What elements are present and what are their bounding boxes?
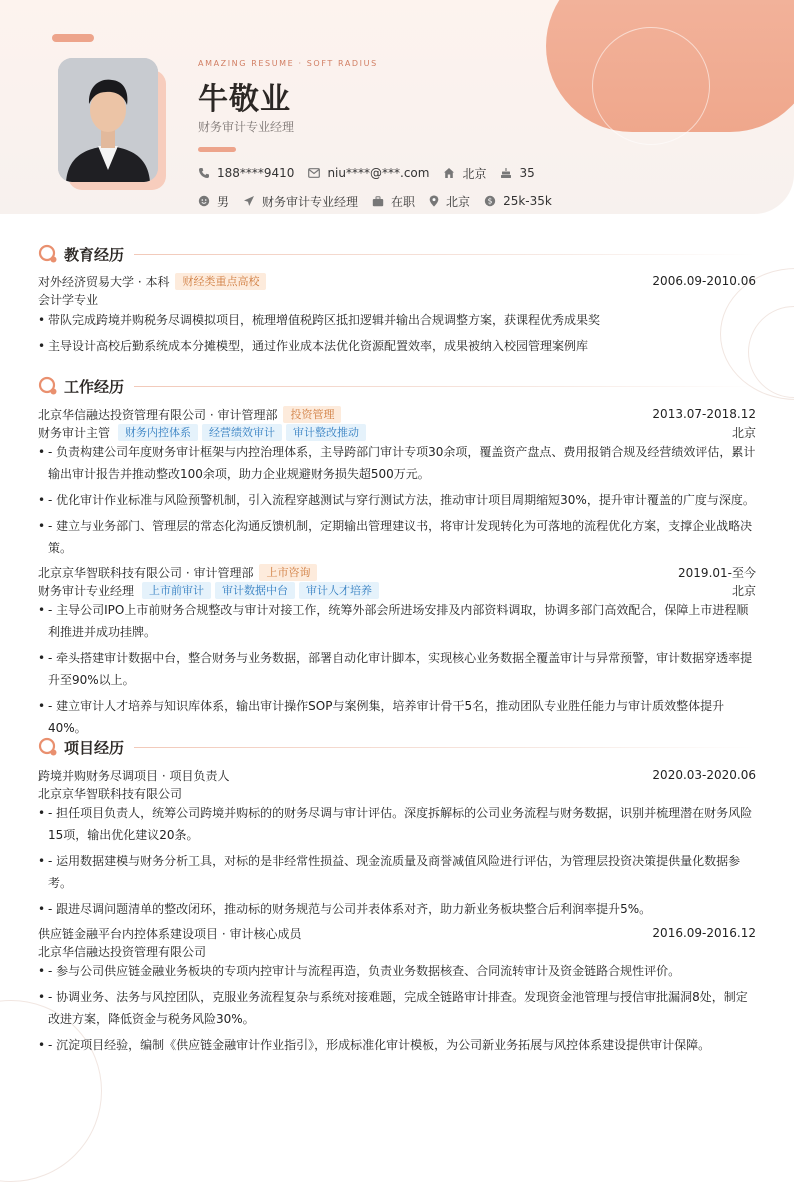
email-item[interactable]: [308, 166, 429, 180]
phone-item[interactable]: [198, 166, 294, 180]
work-bullet: • - 建立与业务部门、管理层的常态化沟通反馈机制，定期输出管理建议书，将审计发现转化为可落地的流程优化方案，支撑企业战略决 策。: [38, 519, 753, 555]
work-header-row: [38, 405, 756, 423]
gender-value: 男: [217, 194, 230, 209]
age-value: 35: [519, 166, 535, 180]
job-value: 财务审计专业经理: [262, 194, 359, 209]
work-role: 财务审计专业经理: [38, 583, 135, 598]
education-major: 会计学专业: [38, 292, 99, 307]
project-header-row: [38, 766, 756, 784]
contact-row: [198, 164, 549, 182]
work-city: 北京: [731, 425, 756, 440]
work-role: 财务审计主管: [38, 425, 111, 440]
skill-tag: 上市前审计: [142, 582, 211, 599]
education-bullet: • 带队完成跨境并购税务尽调模拟项目，梳理增值税跨区抵扣逻辑并输出合规调整方案，获课程优秀成果奖: [38, 313, 601, 327]
section-search-icon: [38, 376, 58, 396]
section-title-projects: 项目经历: [64, 738, 125, 757]
project-company: 北京华信融达投资管理有限公司: [38, 944, 207, 959]
company-line: 北京京华智联科技有限公司 · 审计管理部: [38, 565, 254, 580]
email-icon: [308, 168, 320, 178]
section-title-work: 工作经历: [64, 377, 125, 396]
candidate-title: 财务审计专业经理: [198, 120, 295, 134]
education-date: 2006.09-2010.06: [652, 274, 756, 288]
status-item: [372, 193, 415, 210]
send-icon: [243, 195, 255, 207]
work-role-row: [38, 423, 756, 441]
profile-row: [198, 192, 566, 210]
phone-value: 188****9410: [217, 166, 295, 180]
cake-icon: [500, 167, 512, 179]
education-major-row: [38, 290, 756, 308]
project-title: 供应链金融平台内控体系建设项目 · 审计核心成员: [38, 926, 302, 941]
section-divider: [134, 747, 756, 748]
work-date: 2019.01-至今: [678, 565, 756, 580]
school-tag: 财经类重点高校: [175, 273, 266, 290]
work-bullet: • - 建立审计人才培养与知识库体系，输出审计操作SOP与案例集，培养审计骨干5名，推动团队专业胜任能力与审计质效整体提升40%。: [38, 699, 725, 735]
section-education: [38, 243, 756, 265]
project-bullet: • - 沉淀项目经验，编制《供应链金融审计作业指引》，形成标准化审计模板，为公司新业务拓展与风控体系建设提供审计保障。: [38, 1038, 711, 1052]
section-work: [38, 375, 756, 397]
money-icon: [484, 195, 496, 207]
skill-tag: 审计人才培养: [299, 582, 379, 599]
location-icon: [429, 195, 439, 207]
work-bullet: • - 优化审计作业标准与风险预警机制，引入流程穿越测试与穿行测试方法，推动审计项目周期缩短30%，提升审计覆盖的广度与深度。: [38, 493, 755, 507]
candidate-name: 牛敬业: [198, 82, 291, 117]
education-bullet: • 主导设计高校后勤系统成本分摊模型，通过作业成本法优化资源配置效率，成果被纳入校园管理案例库: [38, 339, 589, 353]
gender-icon: [198, 195, 210, 207]
salary-value: 25k-35k: [503, 194, 552, 208]
company-line: 北京华信融达投资管理有限公司 · 审计管理部: [38, 407, 278, 422]
location-item: [429, 193, 470, 210]
skill-tag: 财务内控体系: [118, 424, 198, 441]
company-tag: 上市咨询: [259, 564, 317, 581]
work-bullet: • - 牵头搭建审计数据中台，整合财务与业务数据，部署自动化审计脚本，实现核心业务数据全覆盖审计与异常预警，审计数据穿透率提 升至90%以上。: [38, 651, 753, 687]
work-role-row: [38, 581, 756, 599]
status-value: 在职: [391, 194, 416, 209]
briefcase-icon: [372, 196, 384, 207]
avatar: [58, 58, 158, 182]
section-divider: [134, 254, 756, 255]
project-company-row: [38, 784, 756, 802]
work-date: 2013.07-2018.12: [652, 407, 756, 421]
skill-tag: 审计数据中台: [215, 582, 295, 599]
project-bullet: • - 协调业务、法务与风控团队，克服业务流程复杂与系统对接难题，完成全链路审计排查。发现资金池管理与授信审批漏洞8处，制定 改进方案，降低资金与税务风险30%。: [38, 990, 748, 1026]
work-header-row: [38, 563, 756, 581]
age-item: [500, 166, 534, 180]
title-underline: [198, 147, 236, 152]
home-icon: [443, 167, 455, 179]
skill-tag: 经营绩效审计: [202, 424, 282, 441]
project-bullet: • - 跟进尽调问题清单的整改闭环，推动标的财务规范与公司并表体系对齐，助力新业务板块整合后利润率提升5%。: [38, 902, 652, 916]
location-value: 北京: [446, 194, 471, 209]
school-line: 对外经济贸易大学 · 本科: [38, 274, 170, 289]
section-search-icon: [38, 737, 58, 757]
section-divider: [134, 386, 756, 387]
brand-tagline: AMAZING RESUME · SOFT RADIUS: [198, 59, 378, 68]
accent-bar: [52, 34, 94, 42]
company-tag: 投资管理: [283, 406, 341, 423]
project-title: 跨境并购财务尽调项目 · 项目负责人: [38, 768, 230, 783]
section-title-education: 教育经历: [64, 245, 125, 264]
education-header-row: [38, 272, 756, 290]
section-projects: [38, 736, 756, 758]
project-bullet: • - 运用数据建模与财务分析工具，对标的是非经常性损益、现金流质量及商誉减值风险进行评估，为管理层投资决策提供量化数据参 考。: [38, 854, 741, 890]
svg-text:$: $: [487, 196, 493, 206]
project-bullet: • - 参与公司供应链金融业务板块的专项内控审计与流程再造，负责业务数据核查、合同流转审计及资金链路合规性评价。: [38, 964, 681, 978]
project-company-row: [38, 942, 756, 960]
phone-icon: [198, 167, 210, 179]
skill-tag: 审计整改推动: [286, 424, 366, 441]
salary-item: [484, 194, 552, 208]
decor-ring: [592, 27, 710, 145]
work-bullet: • - 主导公司IPO上市前财务合规整改与审计对接工作，统筹外部会所进场安排及内部资料调取，协调多部门高效配合，保障上市进程顺 利推进并成功挂牌。: [38, 603, 749, 639]
project-date: 2016.09-2016.12: [652, 926, 756, 940]
city-item: [443, 165, 486, 182]
city-value: 北京: [462, 166, 487, 181]
project-company: 北京京华智联科技有限公司: [38, 786, 183, 801]
project-header-row: [38, 924, 756, 942]
section-search-icon: [38, 244, 58, 264]
email-value: niu****@***.com: [327, 166, 430, 180]
project-bullet: • - 担任项目负责人，统筹公司跨境并购标的的财务尽调与审计评估。深度拆解标的公司业务流程与财务数据，识别并梳理潜在财务风险 15项，输出优化建议20条。: [38, 806, 753, 842]
project-date: 2020.03-2020.06: [652, 768, 756, 782]
job-item: [243, 193, 358, 210]
work-city: 北京: [731, 583, 756, 598]
gender-item: [198, 193, 229, 210]
work-bullet: • - 负责构建公司年度财务审计框架与内控治理体系，主导跨部门审计专项30余项，覆盖资产盘点、费用报销合规及经营绩效评估，累计 输出审计报告并推动整改100余项，助力企业规避财务损失超500万元。: [38, 445, 756, 481]
